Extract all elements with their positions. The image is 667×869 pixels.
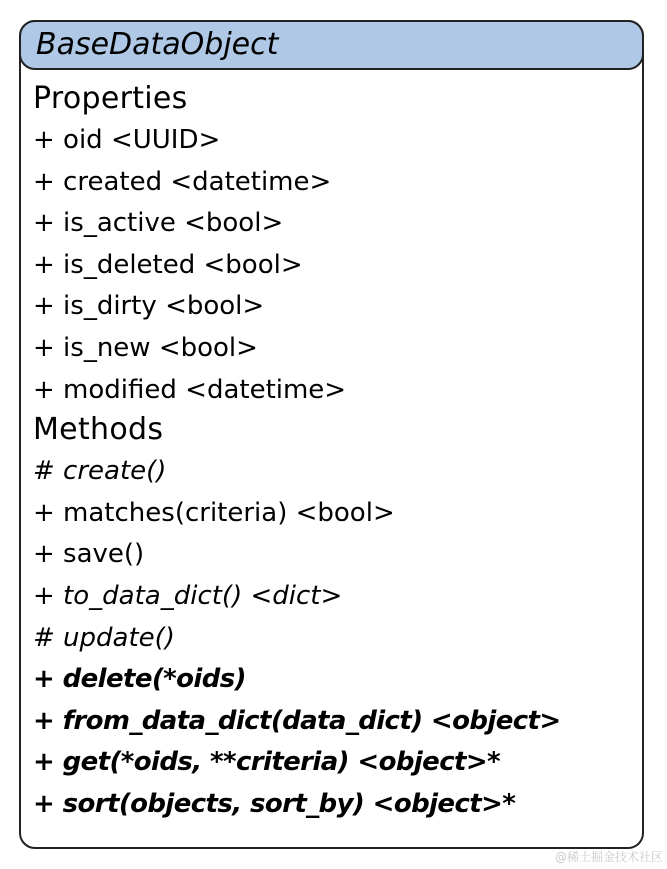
members-compartment (33, 80, 633, 826)
method-item-protected: # create() (33, 456, 167, 487)
method-item-protected: # update() (33, 622, 175, 653)
property-item: + oid <UUID> (33, 125, 221, 155)
class-header (19, 20, 644, 70)
property-item: + is_new <bool> (33, 332, 258, 363)
class-name: BaseDataObject (36, 27, 279, 62)
method-item-abstract: + to_data_dict() <dict> (33, 580, 343, 611)
method-item-class: + from_data_dict(data_dict) <object> (33, 705, 561, 736)
method-item: + save() (33, 539, 145, 570)
property-item: + created <datetime> (33, 166, 332, 197)
property-item: + is_dirty <bool> (33, 291, 265, 322)
watermark: @稀土掘金技术社区 (554, 850, 663, 864)
method-item-class: + delete(*oids) (33, 664, 246, 695)
property-item: + is_deleted <bool> (33, 249, 303, 280)
method-item-class: + sort(objects, sort_by) <object>* (33, 788, 516, 819)
method-item-class: + get(*oids, **criteria) <object>* (33, 747, 501, 778)
methods-title: Methods (33, 412, 164, 448)
method-item: + matches(criteria) <bool> (33, 497, 395, 528)
property-item: + modified <datetime> (33, 374, 347, 405)
property-item: + is_active <bool> (33, 208, 284, 239)
properties-title: Properties (33, 81, 188, 116)
